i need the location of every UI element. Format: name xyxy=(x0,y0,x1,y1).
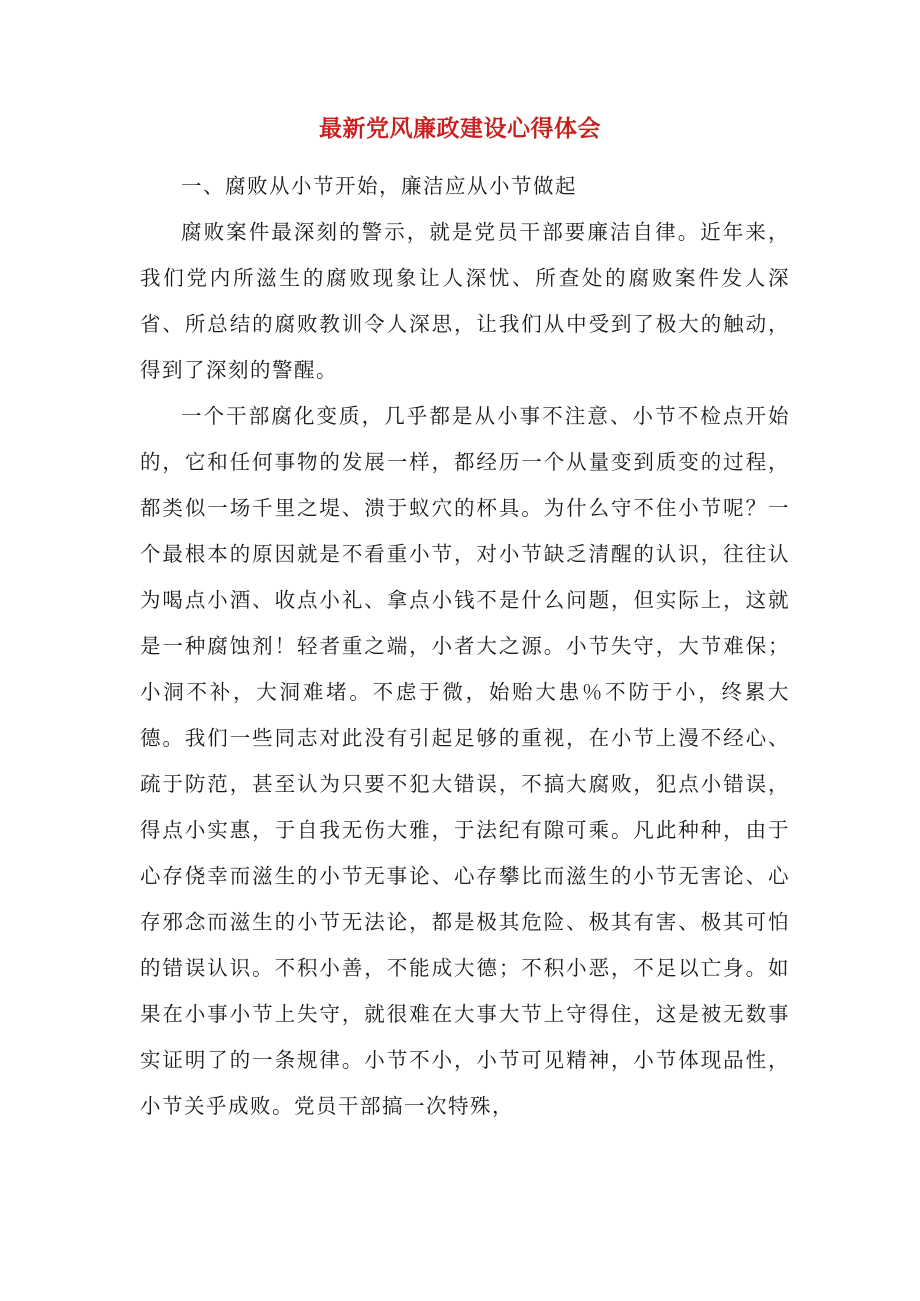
body-paragraph-1: 腐败案件最深刻的警示，就是党员干部要廉洁自律。近年来，我们党内所滋生的腐败现象让人深忧、所查处的腐败案件发人深省、所总结的腐败教训令人深思，让我们从中受到了极大的触动，得到了深刻的警醒。 xyxy=(140,220,790,382)
section-heading: 一、腐败从小节开始，廉洁应从小节做起 xyxy=(181,174,577,198)
document-title: 最新党风廉政建设心得体会 xyxy=(319,116,601,142)
body-paragraph-2: 一个干部腐化变质，几乎都是从小事不注意、小节不检点开始的，它和任何事物的发展一样，都经历一个从量变到质变的过程，都类似一场千里之堤、溃于蚁穴的杯具。为什么守不住小节呢？一个最根本的原因就是不看重小节，对小节缺乏清醒的认识，往往认为喝点小酒、收点小礼、拿点小钱不是什么问题，但实际上，这就是一种腐蚀剂！轻者重之端，小者大之源。小节失守，大节难保；小洞不补，大洞难堵。不虑于微，始贻大患％不防于小，终累大德。我们一些同志对此没有引起足够的重视，在小节上漫不经心、疏于防范，甚至认为只要不犯大错误，不搞大腐败，犯点小错误，得点小实惠，于自我无伤大雅，于法纪有隙可乘。凡此种种，由于心存侥幸而滋生的小节无事论、心存攀比而滋生的小节无害论、心存邪念而滋生的小节无法论，都是极其危险、极其有害、极其可怕的错误认识。不积小善，不能成大德；不积小恶，不足以亡身。如果在小事小节上失守，就很难在大事大节上守得住，这是被无数事实证明了的一条规律。小节不小，小节可见精神，小节体现品性，小节关乎成败。党员干部搞一次特殊， xyxy=(140,404,790,1118)
document-body xyxy=(140,163,790,1129)
